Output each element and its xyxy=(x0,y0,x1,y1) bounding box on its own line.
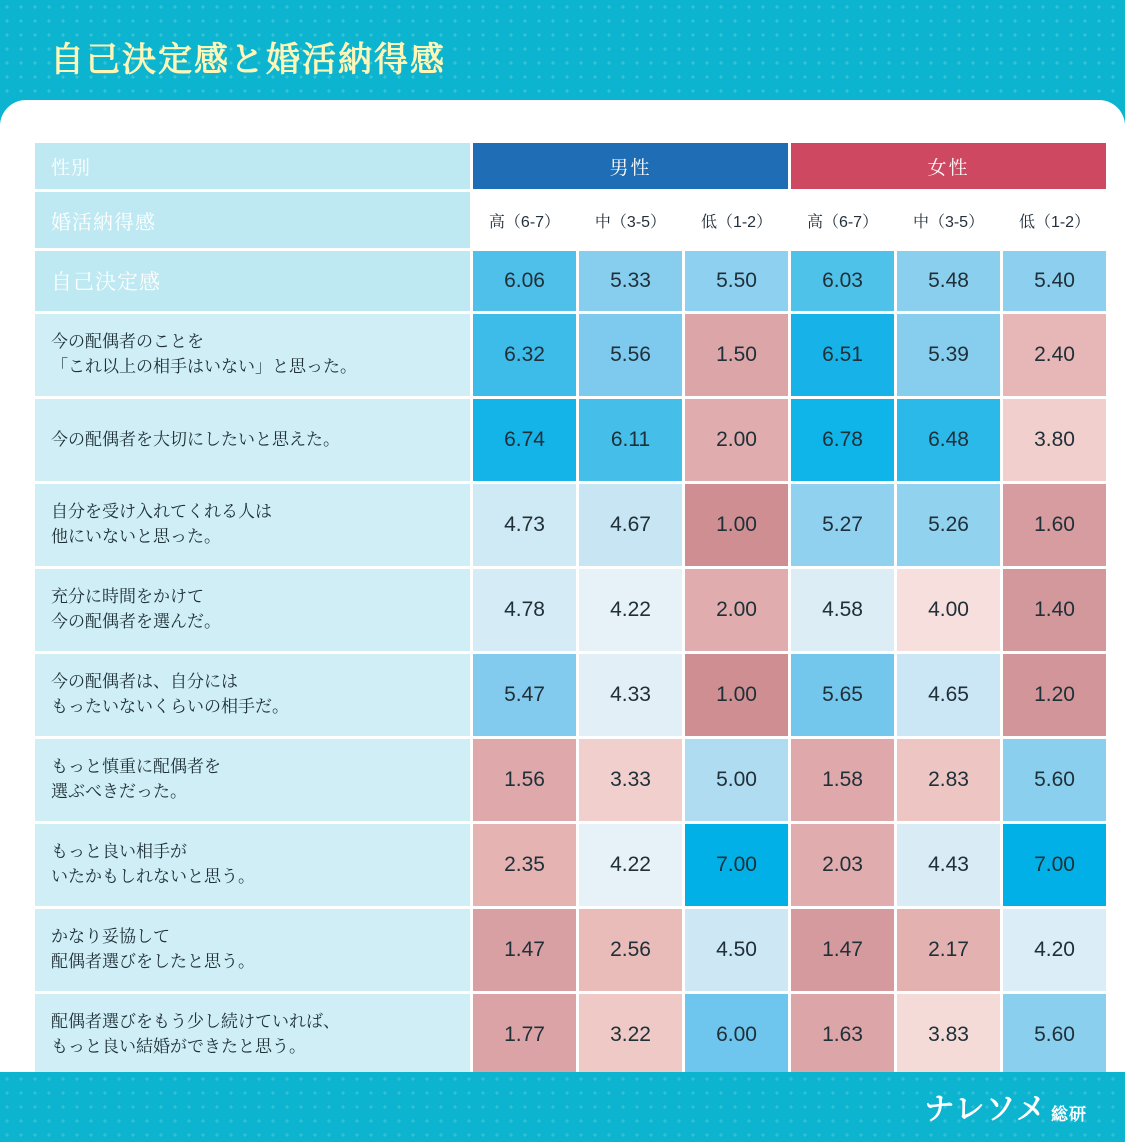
data-cell: 6.48 xyxy=(897,399,1000,481)
header-label-satisfaction: 婚活納得感 xyxy=(35,192,470,248)
data-cell: 1.00 xyxy=(685,484,788,566)
footer-band xyxy=(0,1072,1125,1142)
header-band xyxy=(0,0,1125,100)
brand-logo xyxy=(924,1084,1087,1128)
data-cell: 3.33 xyxy=(579,739,682,821)
summary-cell: 6.06 xyxy=(473,251,576,311)
data-cell: 2.56 xyxy=(579,909,682,991)
summary-cell: 6.03 xyxy=(791,251,894,311)
summary-row-label: 自己決定感 xyxy=(35,251,470,311)
data-cell: 5.60 xyxy=(1003,739,1106,821)
data-cell: 6.11 xyxy=(579,399,682,481)
content-panel xyxy=(0,100,1125,1072)
data-cell: 4.43 xyxy=(897,824,1000,906)
row-label: 充分に時間をかけて 今の配偶者を選んだ。 xyxy=(35,569,470,651)
data-cell: 7.00 xyxy=(1003,824,1106,906)
row-label: 今の配偶者は、自分には もったいないくらいの相手だ。 xyxy=(35,654,470,736)
data-cell: 3.83 xyxy=(897,994,1000,1076)
data-cell: 2.35 xyxy=(473,824,576,906)
row-label: 今の配偶者を大切にしたいと思えた。 xyxy=(35,399,470,481)
data-cell: 5.47 xyxy=(473,654,576,736)
brand-logo-main: ナレソメ xyxy=(924,1093,1047,1126)
row-label: 自分を受け入れてくれる人は 他にいないと思った。 xyxy=(35,484,470,566)
row-label: 今の配偶者のことを 「これ以上の相手はいない」と思った。 xyxy=(35,314,470,396)
data-cell: 4.67 xyxy=(579,484,682,566)
data-cell: 5.39 xyxy=(897,314,1000,396)
table-row xyxy=(35,909,1106,991)
data-cell: 4.00 xyxy=(897,569,1000,651)
data-cell: 1.47 xyxy=(791,909,894,991)
table-row xyxy=(35,654,1106,736)
table-row xyxy=(35,314,1106,396)
brand-logo-sub: 総研 xyxy=(1051,1105,1087,1124)
data-cell: 1.47 xyxy=(473,909,576,991)
data-cell: 1.60 xyxy=(1003,484,1106,566)
summary-cell: 5.48 xyxy=(897,251,1000,311)
summary-cell: 5.33 xyxy=(579,251,682,311)
data-cell: 2.03 xyxy=(791,824,894,906)
data-cell: 5.60 xyxy=(1003,994,1106,1076)
data-cell: 1.58 xyxy=(791,739,894,821)
summary-cell: 5.40 xyxy=(1003,251,1106,311)
data-cell: 4.20 xyxy=(1003,909,1106,991)
data-cell: 4.22 xyxy=(579,824,682,906)
group-header-male: 男性 xyxy=(473,143,788,189)
data-cell: 6.74 xyxy=(473,399,576,481)
data-cell: 6.78 xyxy=(791,399,894,481)
table-row xyxy=(35,994,1106,1076)
header-row-sex xyxy=(35,143,1106,189)
data-cell: 1.50 xyxy=(685,314,788,396)
table-row xyxy=(35,399,1106,481)
data-cell: 4.33 xyxy=(579,654,682,736)
data-cell: 4.22 xyxy=(579,569,682,651)
data-cell: 5.00 xyxy=(685,739,788,821)
data-cell: 6.00 xyxy=(685,994,788,1076)
data-cell: 3.80 xyxy=(1003,399,1106,481)
data-cell: 1.63 xyxy=(791,994,894,1076)
sub-column-header-6: 低（1-2） xyxy=(1003,192,1106,248)
data-cell: 2.40 xyxy=(1003,314,1106,396)
data-cell: 6.51 xyxy=(791,314,894,396)
header-label-sex: 性別 xyxy=(35,143,470,189)
data-cell: 6.32 xyxy=(473,314,576,396)
row-label: もっと慎重に配偶者を 選ぶべきだった。 xyxy=(35,739,470,821)
row-label: かなり妥協して 配偶者選びをしたと思う。 xyxy=(35,909,470,991)
data-cell: 2.00 xyxy=(685,569,788,651)
summary-row xyxy=(35,251,1106,311)
data-cell: 3.22 xyxy=(579,994,682,1076)
data-cell: 7.00 xyxy=(685,824,788,906)
data-cell: 1.56 xyxy=(473,739,576,821)
data-cell: 5.27 xyxy=(791,484,894,566)
table-row xyxy=(35,739,1106,821)
data-cell: 1.00 xyxy=(685,654,788,736)
page-title: 自己決定感と婚活納得感 xyxy=(50,41,446,79)
data-cell: 2.00 xyxy=(685,399,788,481)
data-cell: 4.65 xyxy=(897,654,1000,736)
data-cell: 5.65 xyxy=(791,654,894,736)
data-cell: 5.26 xyxy=(897,484,1000,566)
row-label: 配偶者選びをもう少し続けていれば、 もっと良い結婚ができたと思う。 xyxy=(35,994,470,1076)
data-table xyxy=(32,140,1109,1079)
data-cell: 4.78 xyxy=(473,569,576,651)
table-row xyxy=(35,484,1106,566)
summary-cell: 5.50 xyxy=(685,251,788,311)
group-header-female: 女性 xyxy=(791,143,1106,189)
row-label: もっと良い相手が いたかもしれないと思う。 xyxy=(35,824,470,906)
data-cell: 5.56 xyxy=(579,314,682,396)
data-cell: 4.73 xyxy=(473,484,576,566)
data-cell: 4.50 xyxy=(685,909,788,991)
header-row-satisfaction xyxy=(35,192,1106,248)
sub-column-header-3: 低（1-2） xyxy=(685,192,788,248)
data-cell: 2.17 xyxy=(897,909,1000,991)
table-row xyxy=(35,824,1106,906)
sub-column-header-2: 中（3-5） xyxy=(579,192,682,248)
data-cell: 1.20 xyxy=(1003,654,1106,736)
sub-column-header-1: 高（6-7） xyxy=(473,192,576,248)
data-cell: 1.40 xyxy=(1003,569,1106,651)
sub-column-header-4: 高（6-7） xyxy=(791,192,894,248)
data-cell: 1.77 xyxy=(473,994,576,1076)
data-cell: 4.58 xyxy=(791,569,894,651)
table-row xyxy=(35,569,1106,651)
data-cell: 2.83 xyxy=(897,739,1000,821)
sub-column-header-5: 中（3-5） xyxy=(897,192,1000,248)
